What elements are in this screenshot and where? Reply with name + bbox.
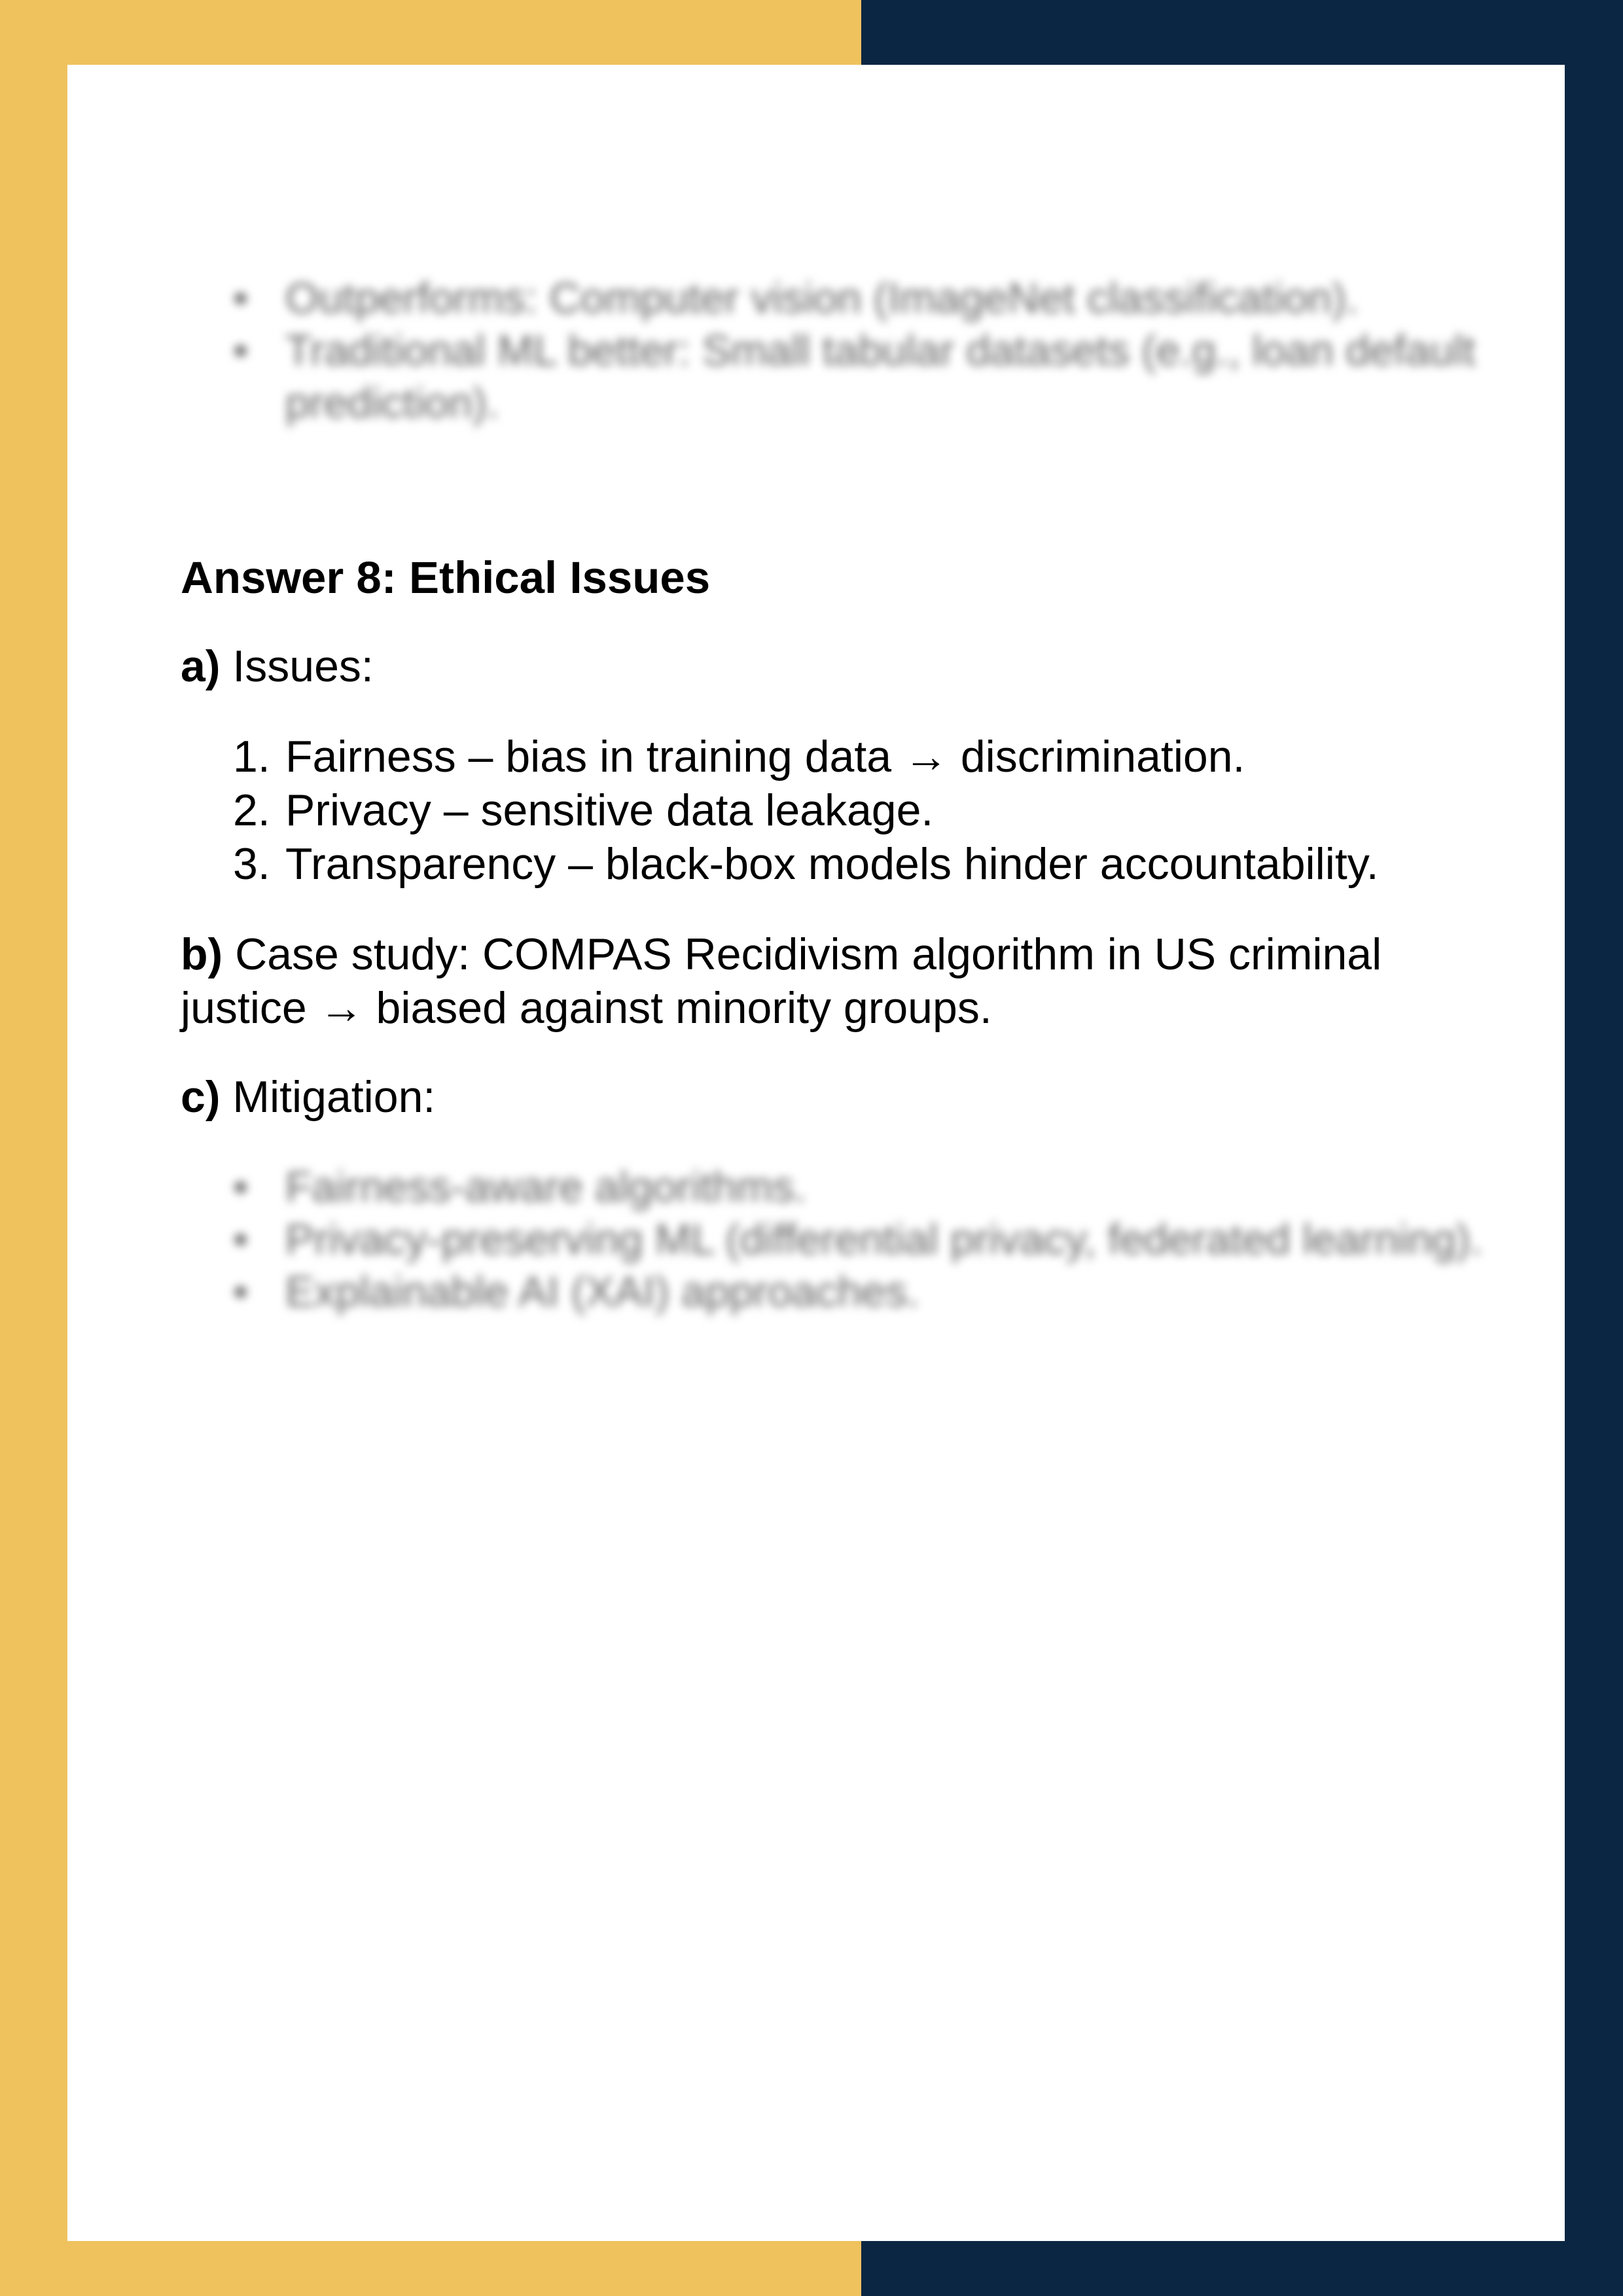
bullet-icon: • [233,1162,249,1211]
list-item-text: Traditional ML better: Small tabular datasets (e.g., loan default prediction). [285,326,1476,427]
list-item-text: Privacy – sensitive data leakage. [285,785,934,835]
page-content [181,272,1503,1318]
list-item [181,1213,1503,1265]
list-item-text: Fairness – bias in training data → discrimination. [285,732,1245,781]
part-b-paragraph [181,927,1503,1035]
mitigation-list [181,1160,1503,1318]
bullet-icon: • [233,1267,249,1316]
bullet-icon: • [233,326,249,374]
list-item-text: Fairness-aware algorithms. [285,1162,806,1211]
part-b-label: b) [181,929,223,979]
part-a-paragraph [181,639,1503,693]
list-item [181,783,1503,837]
list-item [181,1160,1503,1213]
list-item [181,324,1503,429]
part-c-paragraph [181,1070,1503,1124]
part-a-label: a) [181,641,221,691]
list-number: 1. [233,732,270,781]
list-item [181,272,1503,324]
list-item [181,730,1503,783]
document-page [67,65,1565,2241]
bullet-icon: • [233,274,249,322]
list-number: 2. [233,785,270,835]
list-item-text: Privacy-preserving ML (differential privacy, federated learning). [285,1215,1483,1263]
top-bullet-list [181,272,1503,429]
bullet-icon: • [233,1215,249,1263]
list-item-text: Explainable AI (XAI) approaches. [285,1267,919,1316]
part-c-label: c) [181,1072,221,1122]
list-item-text: Transparency – black-box models hinder accountability. [285,839,1379,889]
list-item-text: Outperforms: Computer vision (ImageNet classification). [285,274,1359,322]
part-b-text: Case study: COMPAS Recidivism algorithm in US criminal justice → biased against minority groups. [181,929,1382,1033]
list-item [181,1265,1503,1318]
list-number: 3. [233,839,270,889]
part-c-text: Mitigation: [232,1072,436,1122]
list-item [181,837,1503,891]
issues-list [181,730,1503,891]
part-a-text: Issues: [232,641,374,691]
section-heading: Answer 8: Ethical Issues [181,552,711,603]
